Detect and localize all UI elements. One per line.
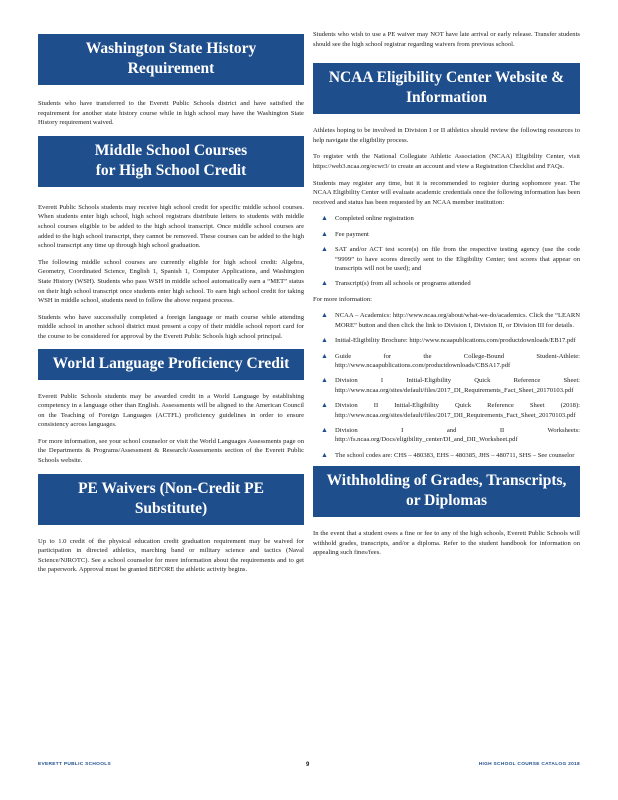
withholding-paragraph: In the event that a student owes a fine or fee to any of the high schools, Everett Public Schools will withhold grades, transcripts, and/or a diploma. Refer to the student handbook for information on appealing such fines/fees. <box>313 530 580 557</box>
page-number: 9 <box>306 762 310 768</box>
middle-school-paragraph-3: Students who have successfully completed a foreign language or math course while attending middle school in another school district must present a copy of their middle school report card for the course to be considered for approval by the Everett Public Schools high school principal. <box>38 313 304 340</box>
ncaa-checklist <box>313 214 580 288</box>
bullet-icon: ▲ <box>321 376 328 385</box>
bullet-icon: ▲ <box>321 214 328 223</box>
pe-waivers-heading: PE Waivers (Non-Credit PE Substitute) <box>38 474 304 525</box>
middle-school-paragraph-2: The following middle school courses are currently eligible for high school credit: Algebra, Geometry, Coordinated Science, English 1, Spanish 1, Computer Applications, and Washington State History (WSH). Students who pass WSH in middle school automatically earn a “MET” status on their high school transcript once students enter high school. To earn high school credit for taking WSH in middle school, students need to follow the above request process. <box>38 258 304 305</box>
list-item: ▲ Transcript(s) from all schools or programs attended <box>321 279 471 288</box>
footer-catalog: HIGH SCHOOL COURSE CATALOG 2018 <box>478 762 580 767</box>
world-language-heading: World Language Proficiency Credit <box>38 349 304 380</box>
ncaa-links-list <box>313 311 580 460</box>
bullet-icon: ▲ <box>321 229 328 238</box>
withholding-heading: Withholding of Grades, Transcripts, or Diplomas <box>313 466 580 517</box>
bullet-icon: ▲ <box>321 336 328 345</box>
ncaa-paragraph-1: Athletes hoping to be involved in Division I or II athletics should review the following resources to help navigate the eligibility process. <box>313 127 580 144</box>
middle-school-heading: Middle School Courses for High School Credit <box>38 136 304 187</box>
bullet-icon: ▲ <box>321 401 328 410</box>
washington-history-heading: Washington State History Requirement <box>38 34 304 85</box>
list-item: ▲ Completed online registration <box>321 214 414 223</box>
bullet-icon: ▲ <box>321 426 328 435</box>
list-item: ▲ SAT and/or ACT test score(s) on file from the respective testing agency (use the code “9999” to have scores directly sent to the Eligibility Center; test scores that appear on transcripts will not be used); and <box>321 245 580 272</box>
middle-school-paragraph-1: Everett Public Schools students may receive high school credit for specific middle school courses. When students enter high school, high school registrars distribute letters to students with middle school courses eligible to be added to the high school transcript. Once middle school courses are added to the high school transcript, they cannot be removed. These courses can be added to the high school transcript any time up through high school graduation. <box>38 203 304 250</box>
list-item: ▲ Fee payment <box>321 229 369 238</box>
list-item[interactable]: ▲ NCAA – Academics: http://www.ncaa.org/about/what-we-do/academics. Click the “LEARN MORE” button and then click the link to Division I, Division II, or Division III for details. <box>321 311 580 329</box>
list-item[interactable]: ▲ Division II Initial-Eligibility Quick Reference Sheet (2018): http://www.ncaa.org/sites/default/files/2017_DII_Requirements_Fact_Sheet_20170103.pdf <box>321 401 580 419</box>
bullet-icon: ▲ <box>321 245 328 254</box>
bullet-icon: ▲ <box>321 279 328 288</box>
right-column <box>313 0 580 565</box>
list-item[interactable]: ▲ Initial-Eligibility Brochure: http://www.ncaapublications.com/productdownloads/EB17.pdf <box>321 336 576 345</box>
pe-waivers-paragraph: Up to 1.0 credit of the physical education credit graduation requirement may be waived for participation in directed athletics, marching band or military science and tactics (Naval Science/NJROTC). See a school counselor for more information about the requirements and to get the paperwork. Approval must be granted BEFORE the athletic activity begins. <box>38 537 304 574</box>
list-item[interactable]: ▲ Division I and II Worksheets: http://fs.ncaa.org/Docs/eligibility_center/DI_and_DII_Worksheet.pdf <box>321 426 580 444</box>
more-info-label: For more information: <box>313 295 372 303</box>
ncaa-paragraph-3: Students may register any time, but it is recommended to register during sophomore year. The NCAA Eligibility Center will evaluate academic credentials once the following information has been received and status has been requested by an NCAA member institution: <box>313 179 580 206</box>
ncaa-heading: NCAA Eligibility Center Website & Information <box>313 63 580 114</box>
footer-district: EVERETT PUBLIC SCHOOLS <box>38 762 111 767</box>
washington-history-paragraph: Students who have transferred to the Everett Public Schools district and have satisfied the requirement for another state history course while in high school may have the Washington State History requirement waived. <box>38 100 304 127</box>
world-language-paragraph-1: Everett Public Schools students may be awarded credit in a World Language by establishing competency in a language other than English. Assessments will be aligned to the American Council on the Teaching of Foreign Languages (ACTFL) proficiency guidelines in order to ensure consistency across languages. <box>38 392 304 429</box>
ncaa-paragraph-2: To register with the National Collegiate Athletic Association (NCAA) Eligibility Center, visit https://web3.ncaa.org/ecwr3/ to create an account and view a Registration Checklist and FAQs. <box>313 153 580 170</box>
list-item[interactable]: ▲ Guide for the College-Bound Student-Athlete: http://www.ncaapublications.com/productdownloads/CBSA17.pdf <box>321 351 580 369</box>
bullet-icon: ▲ <box>321 450 328 459</box>
pe-waiver-continued-paragraph: Students who wish to use a PE waiver may NOT have late arrival or early release. Transfer students should see the high school registrar regarding waivers from previous school. <box>313 31 580 48</box>
left-column <box>38 0 304 582</box>
bullet-icon: ▲ <box>321 351 328 360</box>
world-language-paragraph-2: For more information, see your school counselor or visit the World Languages Assessments page on the Departments & Programs/Assessment & Research/Assessments section of the Everett Public Schools website. <box>38 437 304 465</box>
list-item: ▲ The school codes are: CHS – 480383, EHS – 480385, JHS – 480711, SHS – See counselor <box>321 450 575 459</box>
bullet-icon: ▲ <box>321 311 328 320</box>
list-item[interactable]: ▲ Division I Initial-Eligibility Quick Reference Sheet: http://www.ncaa.org/sites/default/files/2017_DI_Requirements_Fact_Sheet_20170103.pdf <box>321 376 580 394</box>
